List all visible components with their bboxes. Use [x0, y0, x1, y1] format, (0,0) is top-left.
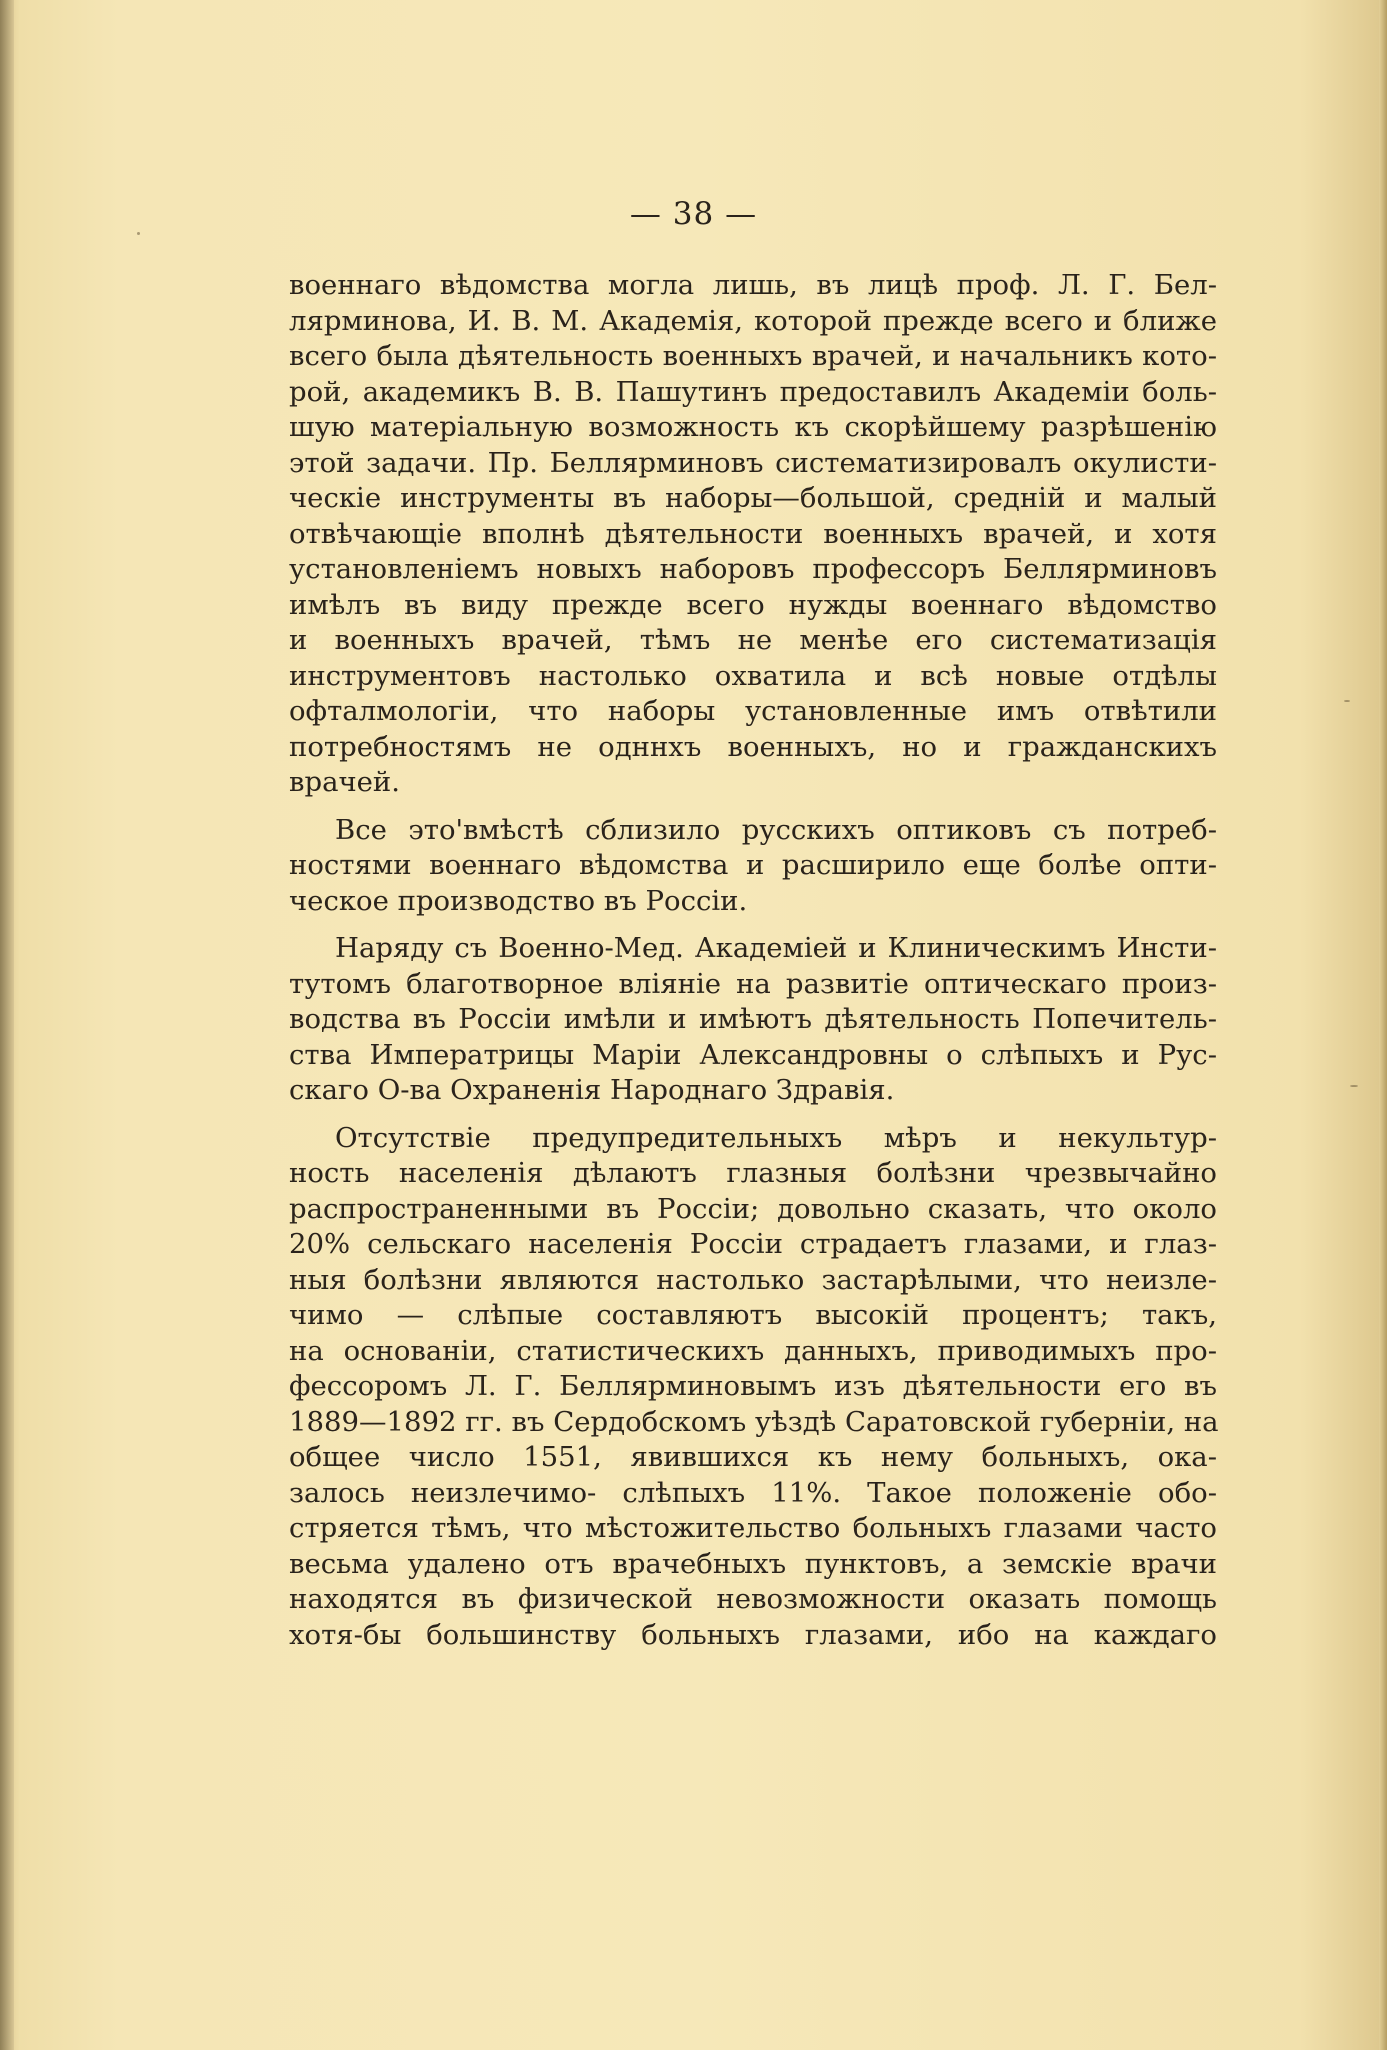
text-line: водства въ Россіи имѣли и имѣютъ дѣятельность Попечитель- [289, 1003, 1217, 1035]
body-text [289, 268, 1217, 1653]
text-line: ныя болѣзни являются настолько застарѣлыми, что неизле- [289, 1263, 1217, 1296]
paragraph-2 [289, 813, 1217, 920]
text-line: чимо — слѣпые составляютъ высокій процентъ; такъ, [289, 1299, 1217, 1331]
text-line: весьма удалено отъ врачебныхъ пунктовъ, а земскіе врачи [289, 1547, 1217, 1580]
text-line: Отсутствіе предупредительныхъ мѣръ и некультур- [335, 1121, 1217, 1154]
paragraph-3 [289, 931, 1217, 1109]
page-binding-edge [0, 0, 14, 2050]
text-line: лярминова, И. В. М. Академія, которой прежде всего и ближе [289, 304, 1217, 337]
text-line: фессоромъ Л. Г. Беллярминовымъ изъ дѣятельности его въ [289, 1370, 1217, 1402]
text-line: ческое производство въ Россіи. [289, 884, 748, 917]
text-line: 1889—1892 гг. въ Сердобскомъ уѣздѣ Саратовской губерніи, на [289, 1405, 1219, 1438]
text-line: потребностямъ не одннхъ военныхъ, но и гражданскихъ [289, 730, 1217, 763]
text-line: имѣлъ въ виду прежде всего нужды военнаго вѣдомство [289, 588, 1217, 621]
text-line: офталмологіи, что наборы установленные имъ отвѣтили [289, 695, 1217, 727]
text-line: Все это'вмѣстѣ сблизило русскихъ оптиковъ съ потреб- [335, 813, 1217, 846]
text-line: Наряду съ Военно-Мед. Академіей и Клиническимъ Инсти- [335, 932, 1217, 964]
page-number: — 38 — [629, 196, 758, 232]
text-line: 20% сельскаго населенія Россіи страдаетъ глазами, и глаз- [289, 1228, 1217, 1260]
text-line: установленіемъ новыхъ наборовъ профессоръ Беллярминовъ [289, 553, 1217, 585]
text-line: ческіе инструменты въ наборы—большой, средній и малый [289, 482, 1217, 514]
text-line: тутомъ благотворное вліяніе на развитіе оптическаго произ- [289, 967, 1217, 1000]
page-outer-edge [1379, 0, 1387, 2050]
text-line: ства Императрицы Маріи Александровны о слѣпыхъ и Рус- [289, 1038, 1217, 1071]
text-line: хотя-бы большинству больныхъ глазами, ибо на каждаго [289, 1618, 1217, 1651]
text-line: находятся въ физической невозможности оказать помощь [289, 1583, 1217, 1615]
text-line: ность населенія дѣлаютъ глазныя болѣзни чрезвычайно [289, 1157, 1217, 1189]
text-line: отвѣчающіе вполнѣ дѣятельности военныхъ врачей, и хотя [289, 517, 1217, 550]
text-line: и военныхъ врачей, тѣмъ не менѣе его систематизація [289, 624, 1217, 656]
text-line: этой задачи. Пр. Беллярминовъ систематизировалъ окулисти- [289, 446, 1217, 479]
text-line: всего была дѣятельность военныхъ врачей, и начальникъ кото- [289, 340, 1217, 372]
text-line: инструментовъ настолько охватила и всѣ новые отдѣлы [289, 659, 1217, 692]
paragraph-4 [289, 1121, 1217, 1654]
text-line: распространенными въ Россіи; довольно сказать, что около [289, 1192, 1217, 1225]
text-line: скаго О-ва Охраненія Народнаго Здравія. [289, 1074, 895, 1106]
paragraph-1 [289, 268, 1217, 801]
text-line: общее число 1551, явившихся къ нему больныхъ, ока- [289, 1441, 1217, 1473]
text-line: военнаго вѣдомства могла лишь, въ лицѣ проф. Л. Г. Бел- [289, 269, 1217, 301]
text-line: ностями военнаго вѣдомства и расширило еще болѣе опти- [289, 849, 1217, 881]
text-line: стряется тѣмъ, что мѣстожительство больныхъ глазами часто [289, 1512, 1217, 1544]
text-line: на основаніи, статистическихъ данныхъ, приводимыхъ про- [289, 1334, 1217, 1367]
text-line: шую матеріальную возможность къ скорѣйшему разрѣшенію [289, 411, 1217, 443]
text-line: врачей. [289, 766, 401, 798]
text-line: рой, академикъ В. В. Пашутинъ предоставилъ Академіи боль- [289, 375, 1217, 408]
text-line: залось неизлечимо- слѣпыхъ 11%. Такое положеніе обо- [289, 1476, 1217, 1509]
